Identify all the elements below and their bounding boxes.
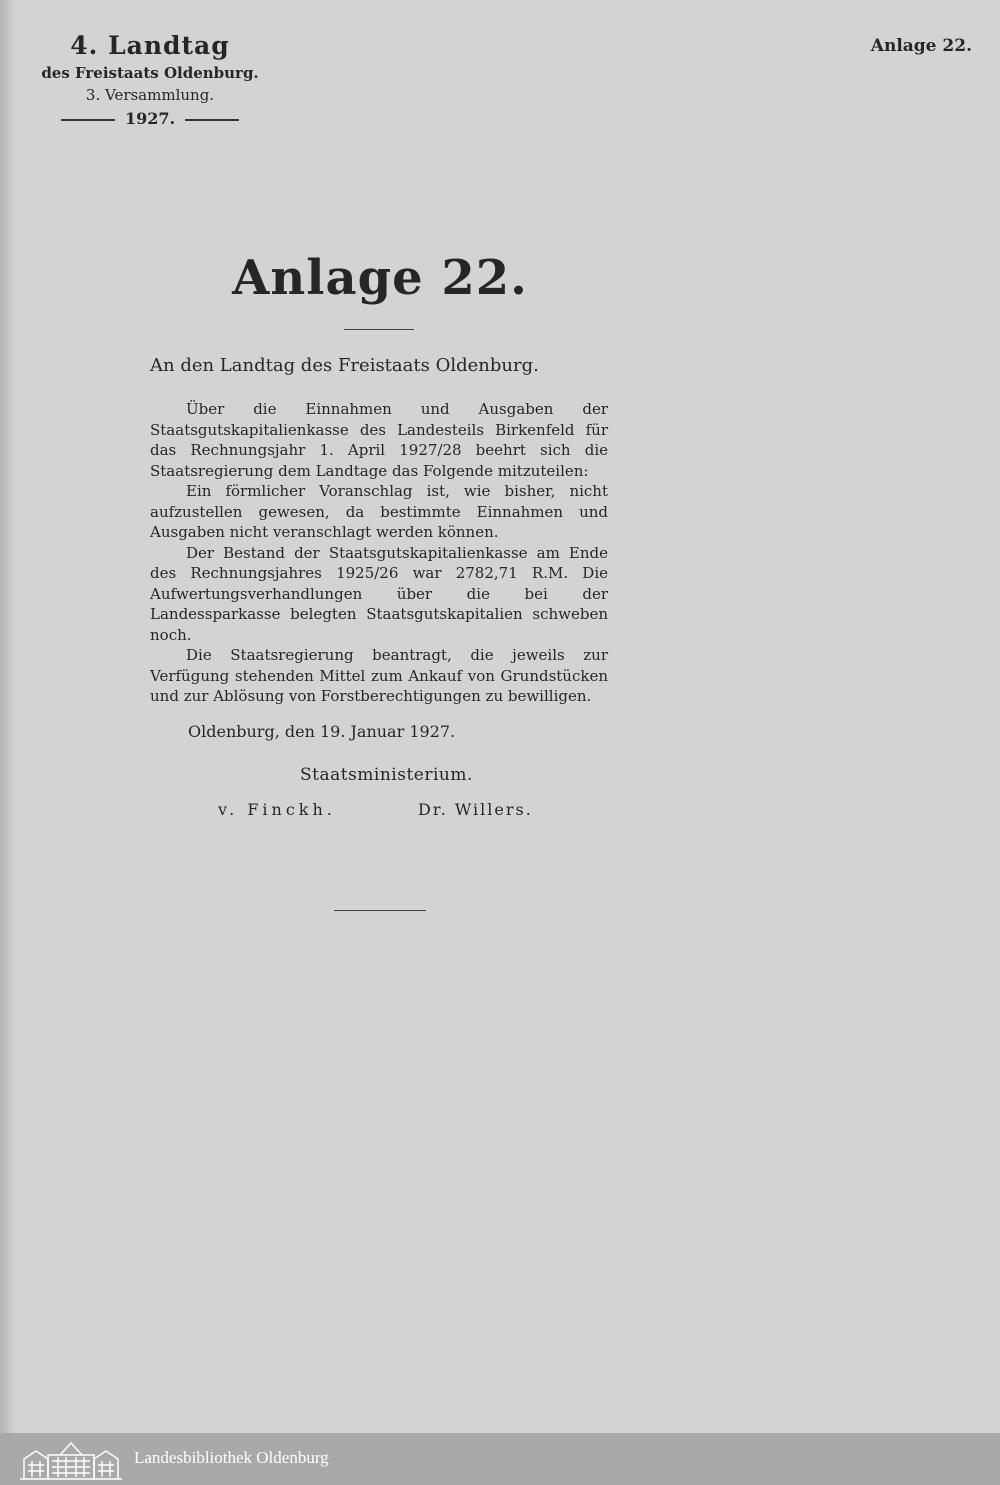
page-spine <box>0 0 14 1433</box>
addressee: An den Landtag des Freistaats Oldenburg. <box>150 355 539 376</box>
header-landtag: 4. Landtag <box>70 31 230 60</box>
year-rule-right <box>185 119 239 121</box>
paragraph-2: Ein förmlicher Voranschlag ist, wie bisher, nicht aufzustellen gewesen, da bestimmte Einnahmen und Ausgaben nicht veranschlagt werden können. <box>150 482 608 541</box>
library-building-icon <box>16 1437 126 1481</box>
signatory-1: v. Finckh. <box>218 800 336 819</box>
library-name: Landesbibliothek Oldenburg <box>134 1448 329 1467</box>
signatory-2: Dr. Willers. <box>418 800 533 819</box>
paragraph-4: Die Staatsregierung beantragt, die jeweils zur Verfügung stehenden Mittel zum Ankauf von Grundstücken und zur Ablösung von Forstberechtigungen zu bewilligen. <box>150 646 608 705</box>
header-versammlung: 3. Versammlung. <box>85 86 215 104</box>
paragraph-1: Über die Einnahmen und Ausgaben der Staatsgutskapitalienkasse des Landesteils Birkenfeld für das Rechnungsjahr 1. April 1927/28 beehrt sich die Staatsregierung dem Landtage das Folgende mitzuteilen: <box>150 400 608 480</box>
title-divider <box>344 329 414 330</box>
header-anlage-ref: Anlage 22. <box>870 36 972 56</box>
ministry: Staatsministerium. <box>300 765 473 785</box>
paragraph-3: Der Bestand der Staatsgutskapitalienkasse am Ende des Rechnungsjahres 1925/26 war 2782,71 R.M. Die Aufwertungsverhandlungen über die bei der Landessparkasse belegten Staatsgutskapitalien schweben noch. <box>150 543 608 644</box>
header-year <box>40 106 260 132</box>
library-footer <box>0 1433 1000 1485</box>
place-date: Oldenburg, den 19. Januar 1927. <box>188 722 456 741</box>
body-text <box>150 399 608 707</box>
header-year-text: 1927. <box>124 109 176 128</box>
end-divider <box>334 910 426 911</box>
year-rule-left <box>61 119 115 121</box>
header-freistaat: des Freistaats Oldenburg. <box>41 64 259 82</box>
document-title: Anlage 22. <box>232 250 528 306</box>
header-block <box>40 30 260 132</box>
